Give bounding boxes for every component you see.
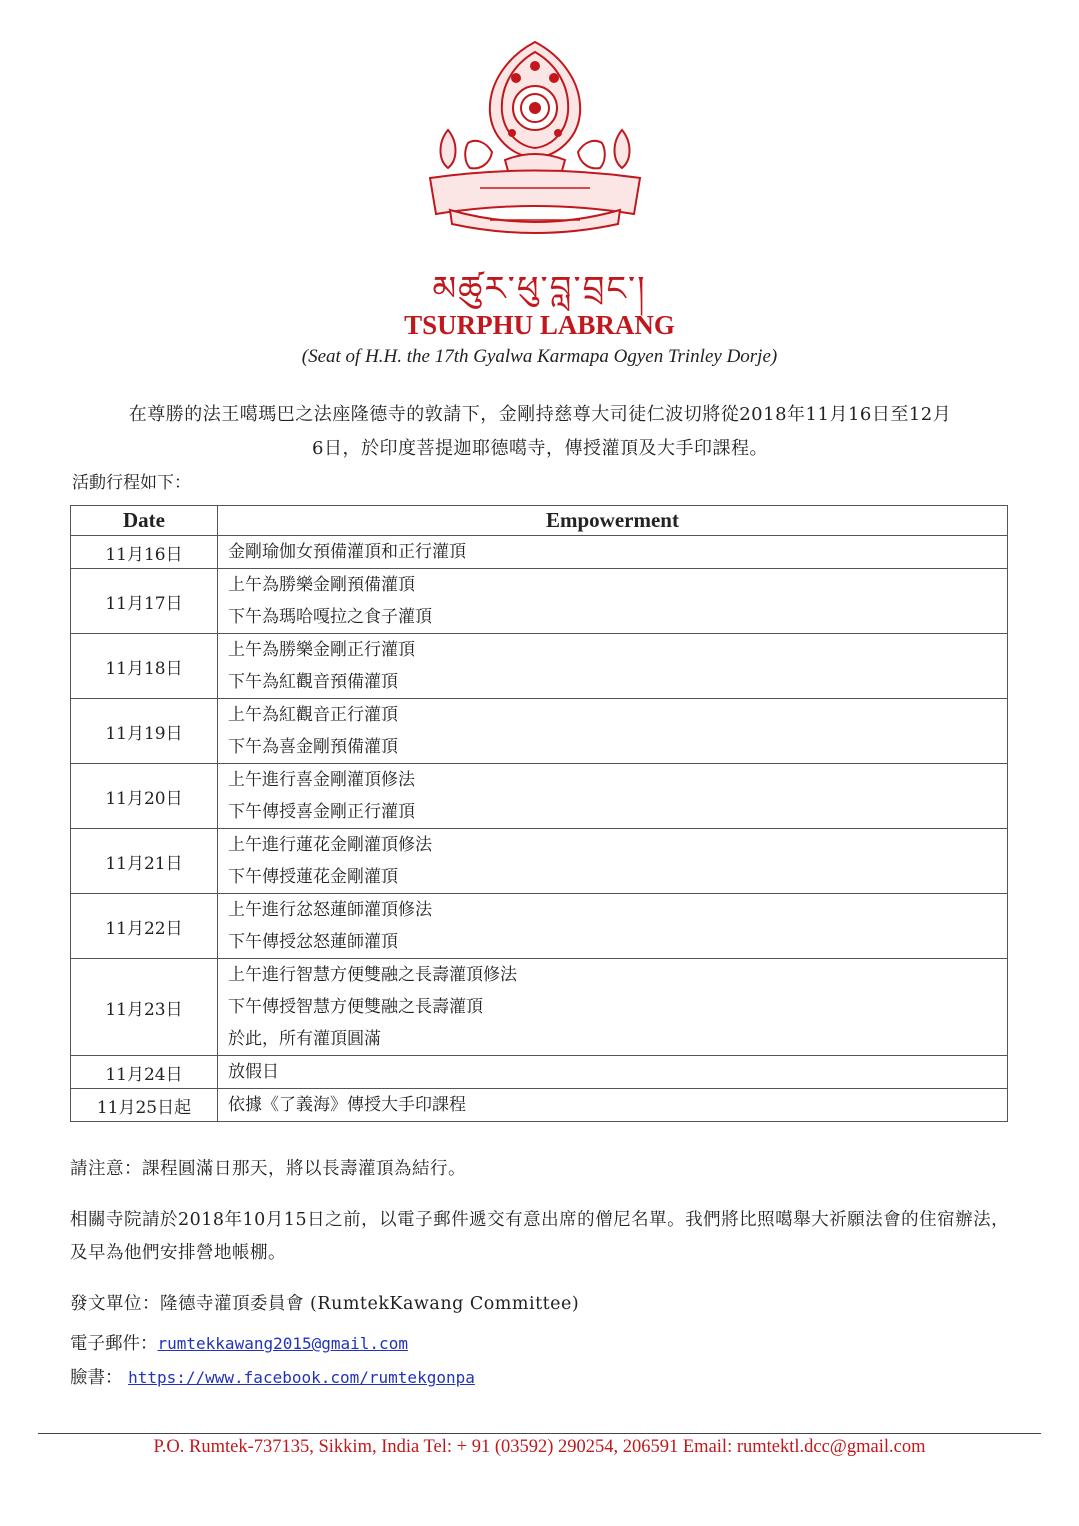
table-row bbox=[71, 764, 1008, 829]
intro-line-2: 6日，於印度菩提迦耶德噶寺，傳授灌頂及大手印課程。 bbox=[312, 438, 768, 459]
date-cell: 11月17日 bbox=[71, 569, 218, 634]
empowerment-line: 上午進行忿怒蓮師灌頂修法 bbox=[228, 900, 432, 920]
org-name-heading: TSURPHU LABRANG bbox=[404, 310, 675, 340]
empowerment-cell bbox=[218, 1089, 1008, 1122]
email-link[interactable]: rumtekkawang2015@gmail.com bbox=[157, 1334, 408, 1353]
empowerment-cell bbox=[218, 1056, 1008, 1089]
empowerment-line: 金剛瑜伽女預備灌頂和正行灌頂 bbox=[228, 542, 466, 562]
facebook-label: 臉書： bbox=[70, 1368, 123, 1388]
empowerment-cell bbox=[218, 764, 1008, 829]
intro-paragraph bbox=[70, 398, 1010, 466]
date-cell: 11月19日 bbox=[71, 699, 218, 764]
footer-divider bbox=[38, 1433, 1041, 1434]
table-row bbox=[71, 569, 1008, 634]
table-row bbox=[71, 829, 1008, 894]
table-header-row bbox=[71, 506, 1008, 536]
date-cell: 11月16日 bbox=[71, 536, 218, 569]
date-cell: 11月24日 bbox=[71, 1056, 218, 1089]
empowerment-cell bbox=[218, 829, 1008, 894]
empowerment-line: 於此，所有灌頂圓滿 bbox=[228, 1029, 381, 1049]
table-row bbox=[71, 1056, 1008, 1089]
empowerment-line: 上午為勝樂金剛正行灌頂 bbox=[228, 640, 415, 660]
table-row bbox=[71, 894, 1008, 959]
intro-line-1: 在尊勝的法王噶瑪巴之法座隆德寺的敦請下，金剛持慈尊大司徒仁波切將從2018年11月16日至12月 bbox=[128, 404, 952, 425]
schedule-table bbox=[70, 505, 1008, 1122]
empowerment-cell bbox=[218, 959, 1008, 1056]
date-cell: 11月25日起 bbox=[71, 1089, 218, 1122]
schedule-label: 活動行程如下： bbox=[72, 473, 191, 493]
empowerment-line: 下午傳授喜金剛正行灌頂 bbox=[228, 802, 415, 822]
completion-note: 請注意：課程圓滿日那天，將以長壽灌頂為結行。 bbox=[70, 1159, 466, 1179]
facebook-row bbox=[70, 1361, 475, 1395]
labrang-emblem-logo bbox=[420, 38, 650, 243]
tibetan-title: མཚུར་ཕུ་བླ་བྲང་། bbox=[432, 269, 647, 309]
empowerment-line: 下午為紅觀音預備灌頂 bbox=[228, 672, 398, 692]
notes-section bbox=[70, 1153, 1015, 1339]
registration-note: 相關寺院請於2018年10月15日之前，以電子郵件遞交有意出席的僧尼名單。我們將比照噶舉大祈願法會的住宿辦法，及早為他們安排營地帳棚。 bbox=[70, 1210, 1010, 1263]
date-cell: 11月22日 bbox=[71, 894, 218, 959]
date-column-header: Date bbox=[71, 506, 218, 536]
date-cell: 11月20日 bbox=[71, 764, 218, 829]
empowerment-line: 上午進行喜金剛灌頂修法 bbox=[228, 770, 415, 790]
footer-address: P.O. Rumtek-737135, Sikkim, India Tel: + 91 (03592) 290254, 206591 Email: rumtektl.dcc@gmail.com bbox=[153, 1437, 926, 1457]
empowerment-line: 上午進行蓮花金剛灌頂修法 bbox=[228, 835, 432, 855]
empowerment-cell bbox=[218, 894, 1008, 959]
empowerment-line: 下午傳授蓮花金剛灌頂 bbox=[228, 867, 398, 887]
facebook-link[interactable]: https://www.facebook.com/rumtekgonpa bbox=[128, 1368, 475, 1387]
empowerment-line: 依據《了義海》傳授大手印課程 bbox=[228, 1095, 466, 1115]
date-cell: 11月21日 bbox=[71, 829, 218, 894]
issuer-line: 發文單位：隆德寺灌頂委員會 (RumtekKawang Committee) bbox=[70, 1294, 580, 1314]
empowerment-line: 上午進行智慧方便雙融之長壽灌頂修法 bbox=[228, 965, 517, 985]
empowerment-line: 下午為瑪哈嘎拉之食子灌頂 bbox=[228, 607, 432, 627]
contact-section bbox=[70, 1327, 475, 1395]
empowerment-line: 放假日 bbox=[228, 1062, 279, 1082]
table-row bbox=[71, 634, 1008, 699]
empowerment-line: 上午為勝樂金剛預備灌頂 bbox=[228, 575, 415, 595]
org-subtitle: (Seat of H.H. the 17th Gyalwa Karmapa Ogyen Trinley Dorje) bbox=[301, 346, 778, 367]
empowerment-line: 下午為喜金剛預備灌頂 bbox=[228, 737, 398, 757]
empowerment-line: 下午傳授忿怒蓮師灌頂 bbox=[228, 932, 398, 952]
table-row bbox=[71, 699, 1008, 764]
empowerment-cell bbox=[218, 569, 1008, 634]
empowerment-cell bbox=[218, 634, 1008, 699]
empowerment-line: 下午傳授智慧方便雙融之長壽灌頂 bbox=[228, 997, 483, 1017]
table-row bbox=[71, 536, 1008, 569]
empowerment-line: 上午為紅觀音正行灌頂 bbox=[228, 705, 398, 725]
empowerment-cell bbox=[218, 699, 1008, 764]
empowerment-column-header: Empowerment bbox=[218, 506, 1008, 536]
table-row bbox=[71, 959, 1008, 1056]
date-cell: 11月18日 bbox=[71, 634, 218, 699]
table-row bbox=[71, 1089, 1008, 1122]
empowerment-cell bbox=[218, 536, 1008, 569]
date-cell: 11月23日 bbox=[71, 959, 218, 1056]
email-row bbox=[70, 1327, 475, 1361]
email-label: 電子郵件： bbox=[70, 1334, 158, 1354]
